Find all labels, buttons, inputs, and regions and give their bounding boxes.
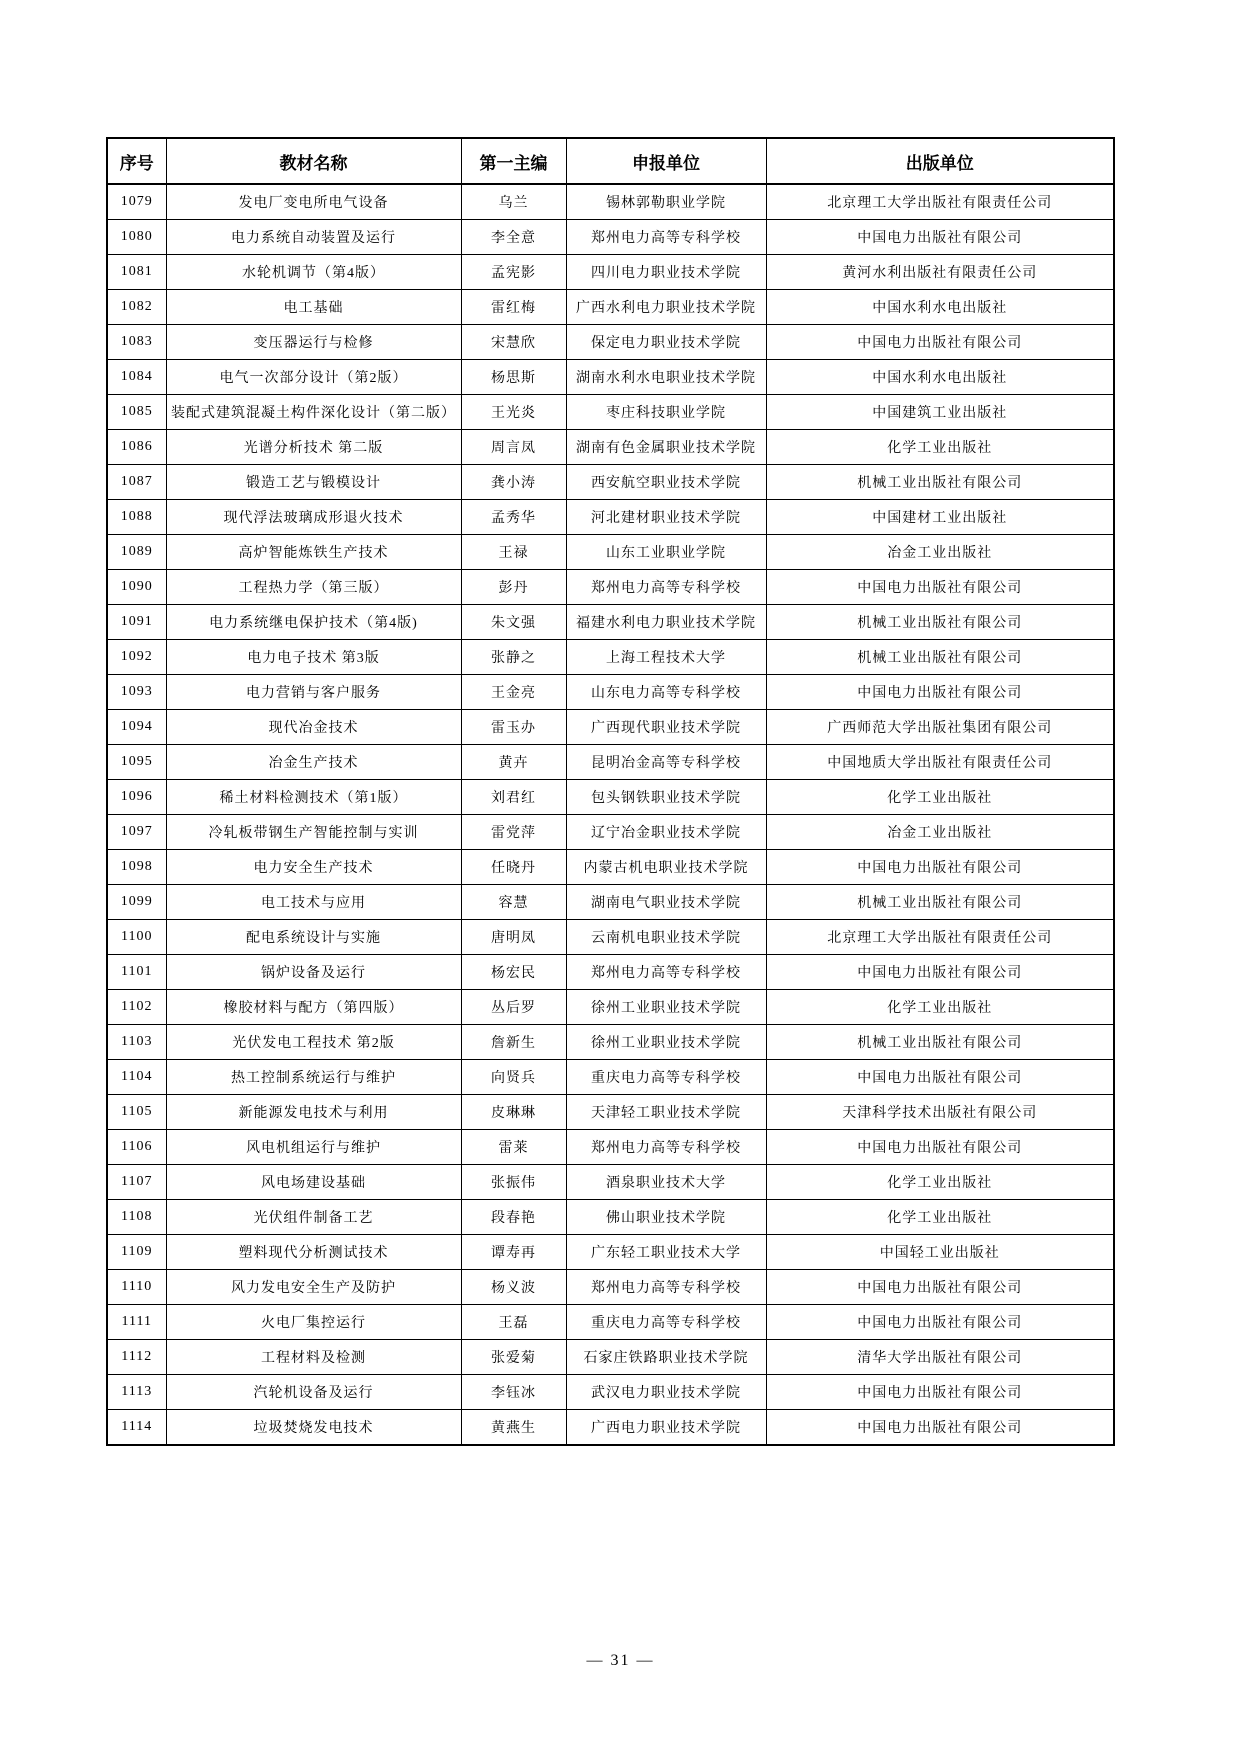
cell-title: 高炉智能炼铁生产技术 [166,535,461,570]
cell-title: 稀土材料检测技术（第1版） [166,780,461,815]
table-row [107,920,1114,955]
cell-publisher: 冶金工业出版社 [766,535,1114,570]
cell-publisher: 中国电力出版社有限公司 [766,1410,1114,1446]
cell-title: 锅炉设备及运行 [166,955,461,990]
cell-serial: 1082 [107,290,166,325]
cell-publisher: 中国电力出版社有限公司 [766,675,1114,710]
table-row [107,1165,1114,1200]
cell-declaring-unit: 武汉电力职业技术学院 [566,1375,766,1410]
cell-editor: 雷红梅 [461,290,566,325]
table-row [107,1305,1114,1340]
header-declaring-unit: 申报单位 [566,138,766,184]
cell-serial: 1088 [107,500,166,535]
table-row [107,465,1114,500]
cell-declaring-unit: 锡林郭勒职业学院 [566,184,766,220]
cell-title: 电力系统继电保护技术（第4版) [166,605,461,640]
table-row [107,500,1114,535]
cell-editor: 张爱菊 [461,1340,566,1375]
cell-serial: 1111 [107,1305,166,1340]
cell-editor: 彭丹 [461,570,566,605]
cell-publisher: 广西师范大学出版社集团有限公司 [766,710,1114,745]
cell-editor: 李钰冰 [461,1375,566,1410]
cell-title: 电工基础 [166,290,461,325]
cell-serial: 1090 [107,570,166,605]
cell-editor: 王光炎 [461,395,566,430]
cell-title: 电力营销与客户服务 [166,675,461,710]
table-row [107,710,1114,745]
cell-title: 水轮机调节（第4版） [166,255,461,290]
cell-declaring-unit: 佛山职业技术学院 [566,1200,766,1235]
cell-serial: 1106 [107,1130,166,1165]
table-row [107,1025,1114,1060]
cell-publisher: 中国电力出版社有限公司 [766,1060,1114,1095]
cell-title: 光伏发电工程技术 第2版 [166,1025,461,1060]
cell-declaring-unit: 广东轻工职业技术大学 [566,1235,766,1270]
cell-editor: 孟秀华 [461,500,566,535]
table-row [107,430,1114,465]
table-row [107,1340,1114,1375]
cell-declaring-unit: 石家庄铁路职业技术学院 [566,1340,766,1375]
cell-declaring-unit: 四川电力职业技术学院 [566,255,766,290]
cell-editor: 唐明凤 [461,920,566,955]
cell-publisher: 清华大学出版社有限公司 [766,1340,1114,1375]
cell-declaring-unit: 广西电力职业技术学院 [566,1410,766,1446]
cell-declaring-unit: 郑州电力高等专科学校 [566,1270,766,1305]
cell-serial: 1104 [107,1060,166,1095]
cell-publisher: 黄河水利出版社有限责任公司 [766,255,1114,290]
cell-editor: 孟宪影 [461,255,566,290]
cell-serial: 1107 [107,1165,166,1200]
cell-title: 光谱分析技术 第二版 [166,430,461,465]
table-row [107,535,1114,570]
cell-title: 工程材料及检测 [166,1340,461,1375]
cell-editor: 容慧 [461,885,566,920]
table-row [107,1375,1114,1410]
textbook-table [106,137,1115,1446]
cell-serial: 1098 [107,850,166,885]
cell-publisher: 机械工业出版社有限公司 [766,465,1114,500]
cell-title: 装配式建筑混凝土构件深化设计（第二版） [166,395,461,430]
cell-declaring-unit: 广西现代职业技术学院 [566,710,766,745]
cell-serial: 1113 [107,1375,166,1410]
cell-serial: 1089 [107,535,166,570]
cell-publisher: 中国电力出版社有限公司 [766,1305,1114,1340]
cell-title: 新能源发电技术与利用 [166,1095,461,1130]
cell-serial: 1081 [107,255,166,290]
cell-publisher: 化学工业出版社 [766,1165,1114,1200]
table-row [107,1130,1114,1165]
cell-editor: 谭寿再 [461,1235,566,1270]
cell-serial: 1114 [107,1410,166,1446]
cell-serial: 1108 [107,1200,166,1235]
cell-declaring-unit: 郑州电力高等专科学校 [566,1130,766,1165]
cell-editor: 杨宏民 [461,955,566,990]
header-row [107,138,1114,184]
cell-editor: 龚小涛 [461,465,566,500]
table-row [107,1200,1114,1235]
cell-editor: 周言凤 [461,430,566,465]
cell-serial: 1092 [107,640,166,675]
cell-serial: 1086 [107,430,166,465]
cell-publisher: 冶金工业出版社 [766,815,1114,850]
cell-declaring-unit: 郑州电力高等专科学校 [566,955,766,990]
cell-publisher: 中国水利水电出版社 [766,360,1114,395]
table-row [107,675,1114,710]
cell-editor: 王磊 [461,1305,566,1340]
cell-declaring-unit: 天津轻工职业技术学院 [566,1095,766,1130]
cell-declaring-unit: 徐州工业职业技术学院 [566,990,766,1025]
table-row [107,955,1114,990]
cell-title: 火电厂集控运行 [166,1305,461,1340]
cell-title: 热工控制系统运行与维护 [166,1060,461,1095]
cell-title: 电力电子技术 第3版 [166,640,461,675]
cell-editor: 向贤兵 [461,1060,566,1095]
cell-editor: 杨义波 [461,1270,566,1305]
table-row [107,220,1114,255]
cell-publisher: 机械工业出版社有限公司 [766,605,1114,640]
cell-title: 垃圾焚烧发电技术 [166,1410,461,1446]
table-row [107,325,1114,360]
cell-title: 现代浮法玻璃成形退火技术 [166,500,461,535]
cell-title: 电工技术与应用 [166,885,461,920]
cell-declaring-unit: 山东电力高等专科学校 [566,675,766,710]
cell-declaring-unit: 上海工程技术大学 [566,640,766,675]
table-row [107,1060,1114,1095]
cell-declaring-unit: 保定电力职业技术学院 [566,325,766,360]
cell-declaring-unit: 酒泉职业技术大学 [566,1165,766,1200]
header-title: 教材名称 [166,138,461,184]
cell-serial: 1102 [107,990,166,1025]
table-row [107,885,1114,920]
cell-declaring-unit: 重庆电力高等专科学校 [566,1305,766,1340]
cell-serial: 1112 [107,1340,166,1375]
cell-title: 风电机组运行与维护 [166,1130,461,1165]
table-row [107,990,1114,1025]
cell-editor: 李全意 [461,220,566,255]
cell-serial: 1087 [107,465,166,500]
table-row [107,640,1114,675]
cell-title: 电气一次部分设计（第2版） [166,360,461,395]
cell-declaring-unit: 福建水利电力职业技术学院 [566,605,766,640]
table-row [107,815,1114,850]
cell-editor: 黄卉 [461,745,566,780]
table-row [107,850,1114,885]
cell-serial: 1103 [107,1025,166,1060]
cell-publisher: 北京理工大学出版社有限责任公司 [766,184,1114,220]
cell-declaring-unit: 内蒙古机电职业技术学院 [566,850,766,885]
table-row [107,1410,1114,1446]
cell-publisher: 中国电力出版社有限公司 [766,220,1114,255]
cell-serial: 1080 [107,220,166,255]
cell-declaring-unit: 昆明冶金高等专科学校 [566,745,766,780]
cell-publisher: 天津科学技术出版社有限公司 [766,1095,1114,1130]
cell-publisher: 中国电力出版社有限公司 [766,1130,1114,1165]
table-row [107,255,1114,290]
cell-title: 汽轮机设备及运行 [166,1375,461,1410]
cell-declaring-unit: 湖南水利水电职业技术学院 [566,360,766,395]
cell-editor: 任晓丹 [461,850,566,885]
cell-editor: 张静之 [461,640,566,675]
table-row [107,395,1114,430]
cell-title: 冷轧板带钢生产智能控制与实训 [166,815,461,850]
cell-serial: 1094 [107,710,166,745]
header-editor: 第一主编 [461,138,566,184]
cell-declaring-unit: 郑州电力高等专科学校 [566,220,766,255]
table-row [107,1270,1114,1305]
cell-editor: 詹新生 [461,1025,566,1060]
cell-publisher: 中国电力出版社有限公司 [766,1270,1114,1305]
cell-declaring-unit: 河北建材职业技术学院 [566,500,766,535]
cell-declaring-unit: 郑州电力高等专科学校 [566,570,766,605]
cell-declaring-unit: 辽宁冶金职业技术学院 [566,815,766,850]
cell-declaring-unit: 枣庄科技职业学院 [566,395,766,430]
cell-declaring-unit: 湖南电气职业技术学院 [566,885,766,920]
cell-serial: 1109 [107,1235,166,1270]
cell-declaring-unit: 湖南有色金属职业技术学院 [566,430,766,465]
table-row [107,780,1114,815]
cell-editor: 杨思斯 [461,360,566,395]
cell-editor: 王金亮 [461,675,566,710]
cell-declaring-unit: 广西水利电力职业技术学院 [566,290,766,325]
cell-declaring-unit: 重庆电力高等专科学校 [566,1060,766,1095]
cell-declaring-unit: 山东工业职业学院 [566,535,766,570]
cell-title: 电力系统自动装置及运行 [166,220,461,255]
cell-title: 锻造工艺与锻模设计 [166,465,461,500]
cell-editor: 皮琳琳 [461,1095,566,1130]
cell-publisher: 机械工业出版社有限公司 [766,1025,1114,1060]
cell-serial: 1091 [107,605,166,640]
cell-publisher: 中国电力出版社有限公司 [766,850,1114,885]
cell-serial: 1085 [107,395,166,430]
cell-serial: 1095 [107,745,166,780]
cell-title: 变压器运行与检修 [166,325,461,360]
cell-publisher: 化学工业出版社 [766,780,1114,815]
cell-publisher: 中国电力出版社有限公司 [766,1375,1114,1410]
cell-publisher: 化学工业出版社 [766,990,1114,1025]
cell-editor: 王禄 [461,535,566,570]
cell-serial: 1084 [107,360,166,395]
cell-editor: 段春艳 [461,1200,566,1235]
cell-serial: 1093 [107,675,166,710]
cell-title: 配电系统设计与实施 [166,920,461,955]
table-body [107,184,1114,1445]
cell-publisher: 中国电力出版社有限公司 [766,325,1114,360]
table-row [107,290,1114,325]
page-number: — 31 — [586,1652,655,1669]
cell-editor: 雷莱 [461,1130,566,1165]
cell-publisher: 机械工业出版社有限公司 [766,640,1114,675]
header-serial: 序号 [107,138,166,184]
cell-title: 风力发电安全生产及防护 [166,1270,461,1305]
cell-serial: 1099 [107,885,166,920]
cell-title: 发电厂变电所电气设备 [166,184,461,220]
cell-declaring-unit: 包头钢铁职业技术学院 [566,780,766,815]
cell-title: 风电场建设基础 [166,1165,461,1200]
cell-publisher: 化学工业出版社 [766,430,1114,465]
cell-publisher: 北京理工大学出版社有限责任公司 [766,920,1114,955]
cell-serial: 1083 [107,325,166,360]
cell-publisher: 中国建材工业出版社 [766,500,1114,535]
cell-serial: 1101 [107,955,166,990]
cell-editor: 黄燕生 [461,1410,566,1446]
cell-serial: 1096 [107,780,166,815]
cell-serial: 1097 [107,815,166,850]
cell-publisher: 机械工业出版社有限公司 [766,885,1114,920]
header-publisher: 出版单位 [766,138,1114,184]
cell-title: 橡胶材料与配方（第四版） [166,990,461,1025]
cell-serial: 1105 [107,1095,166,1130]
cell-publisher: 中国电力出版社有限公司 [766,570,1114,605]
cell-title: 塑料现代分析测试技术 [166,1235,461,1270]
cell-editor: 朱文强 [461,605,566,640]
cell-publisher: 化学工业出版社 [766,1200,1114,1235]
table-row [107,184,1114,220]
cell-declaring-unit: 徐州工业职业技术学院 [566,1025,766,1060]
cell-editor: 乌兰 [461,184,566,220]
table-row [107,1095,1114,1130]
cell-publisher: 中国地质大学出版社有限责任公司 [766,745,1114,780]
table-row [107,360,1114,395]
cell-editor: 刘君红 [461,780,566,815]
cell-editor: 宋慧欣 [461,325,566,360]
cell-serial: 1079 [107,184,166,220]
table-row [107,570,1114,605]
cell-serial: 1110 [107,1270,166,1305]
cell-declaring-unit: 云南机电职业技术学院 [566,920,766,955]
cell-title: 电力安全生产技术 [166,850,461,885]
cell-publisher: 中国水利水电出版社 [766,290,1114,325]
cell-title: 冶金生产技术 [166,745,461,780]
cell-editor: 丛后罗 [461,990,566,1025]
table-row [107,745,1114,780]
cell-serial: 1100 [107,920,166,955]
cell-editor: 雷党萍 [461,815,566,850]
cell-title: 工程热力学（第三版） [166,570,461,605]
cell-publisher: 中国电力出版社有限公司 [766,955,1114,990]
cell-declaring-unit: 西安航空职业技术学院 [566,465,766,500]
cell-editor: 雷玉办 [461,710,566,745]
cell-publisher: 中国轻工业出版社 [766,1235,1114,1270]
cell-editor: 张振伟 [461,1165,566,1200]
cell-publisher: 中国建筑工业出版社 [766,395,1114,430]
table-row [107,1235,1114,1270]
cell-title: 光伏组件制备工艺 [166,1200,461,1235]
table-row [107,605,1114,640]
cell-title: 现代冶金技术 [166,710,461,745]
